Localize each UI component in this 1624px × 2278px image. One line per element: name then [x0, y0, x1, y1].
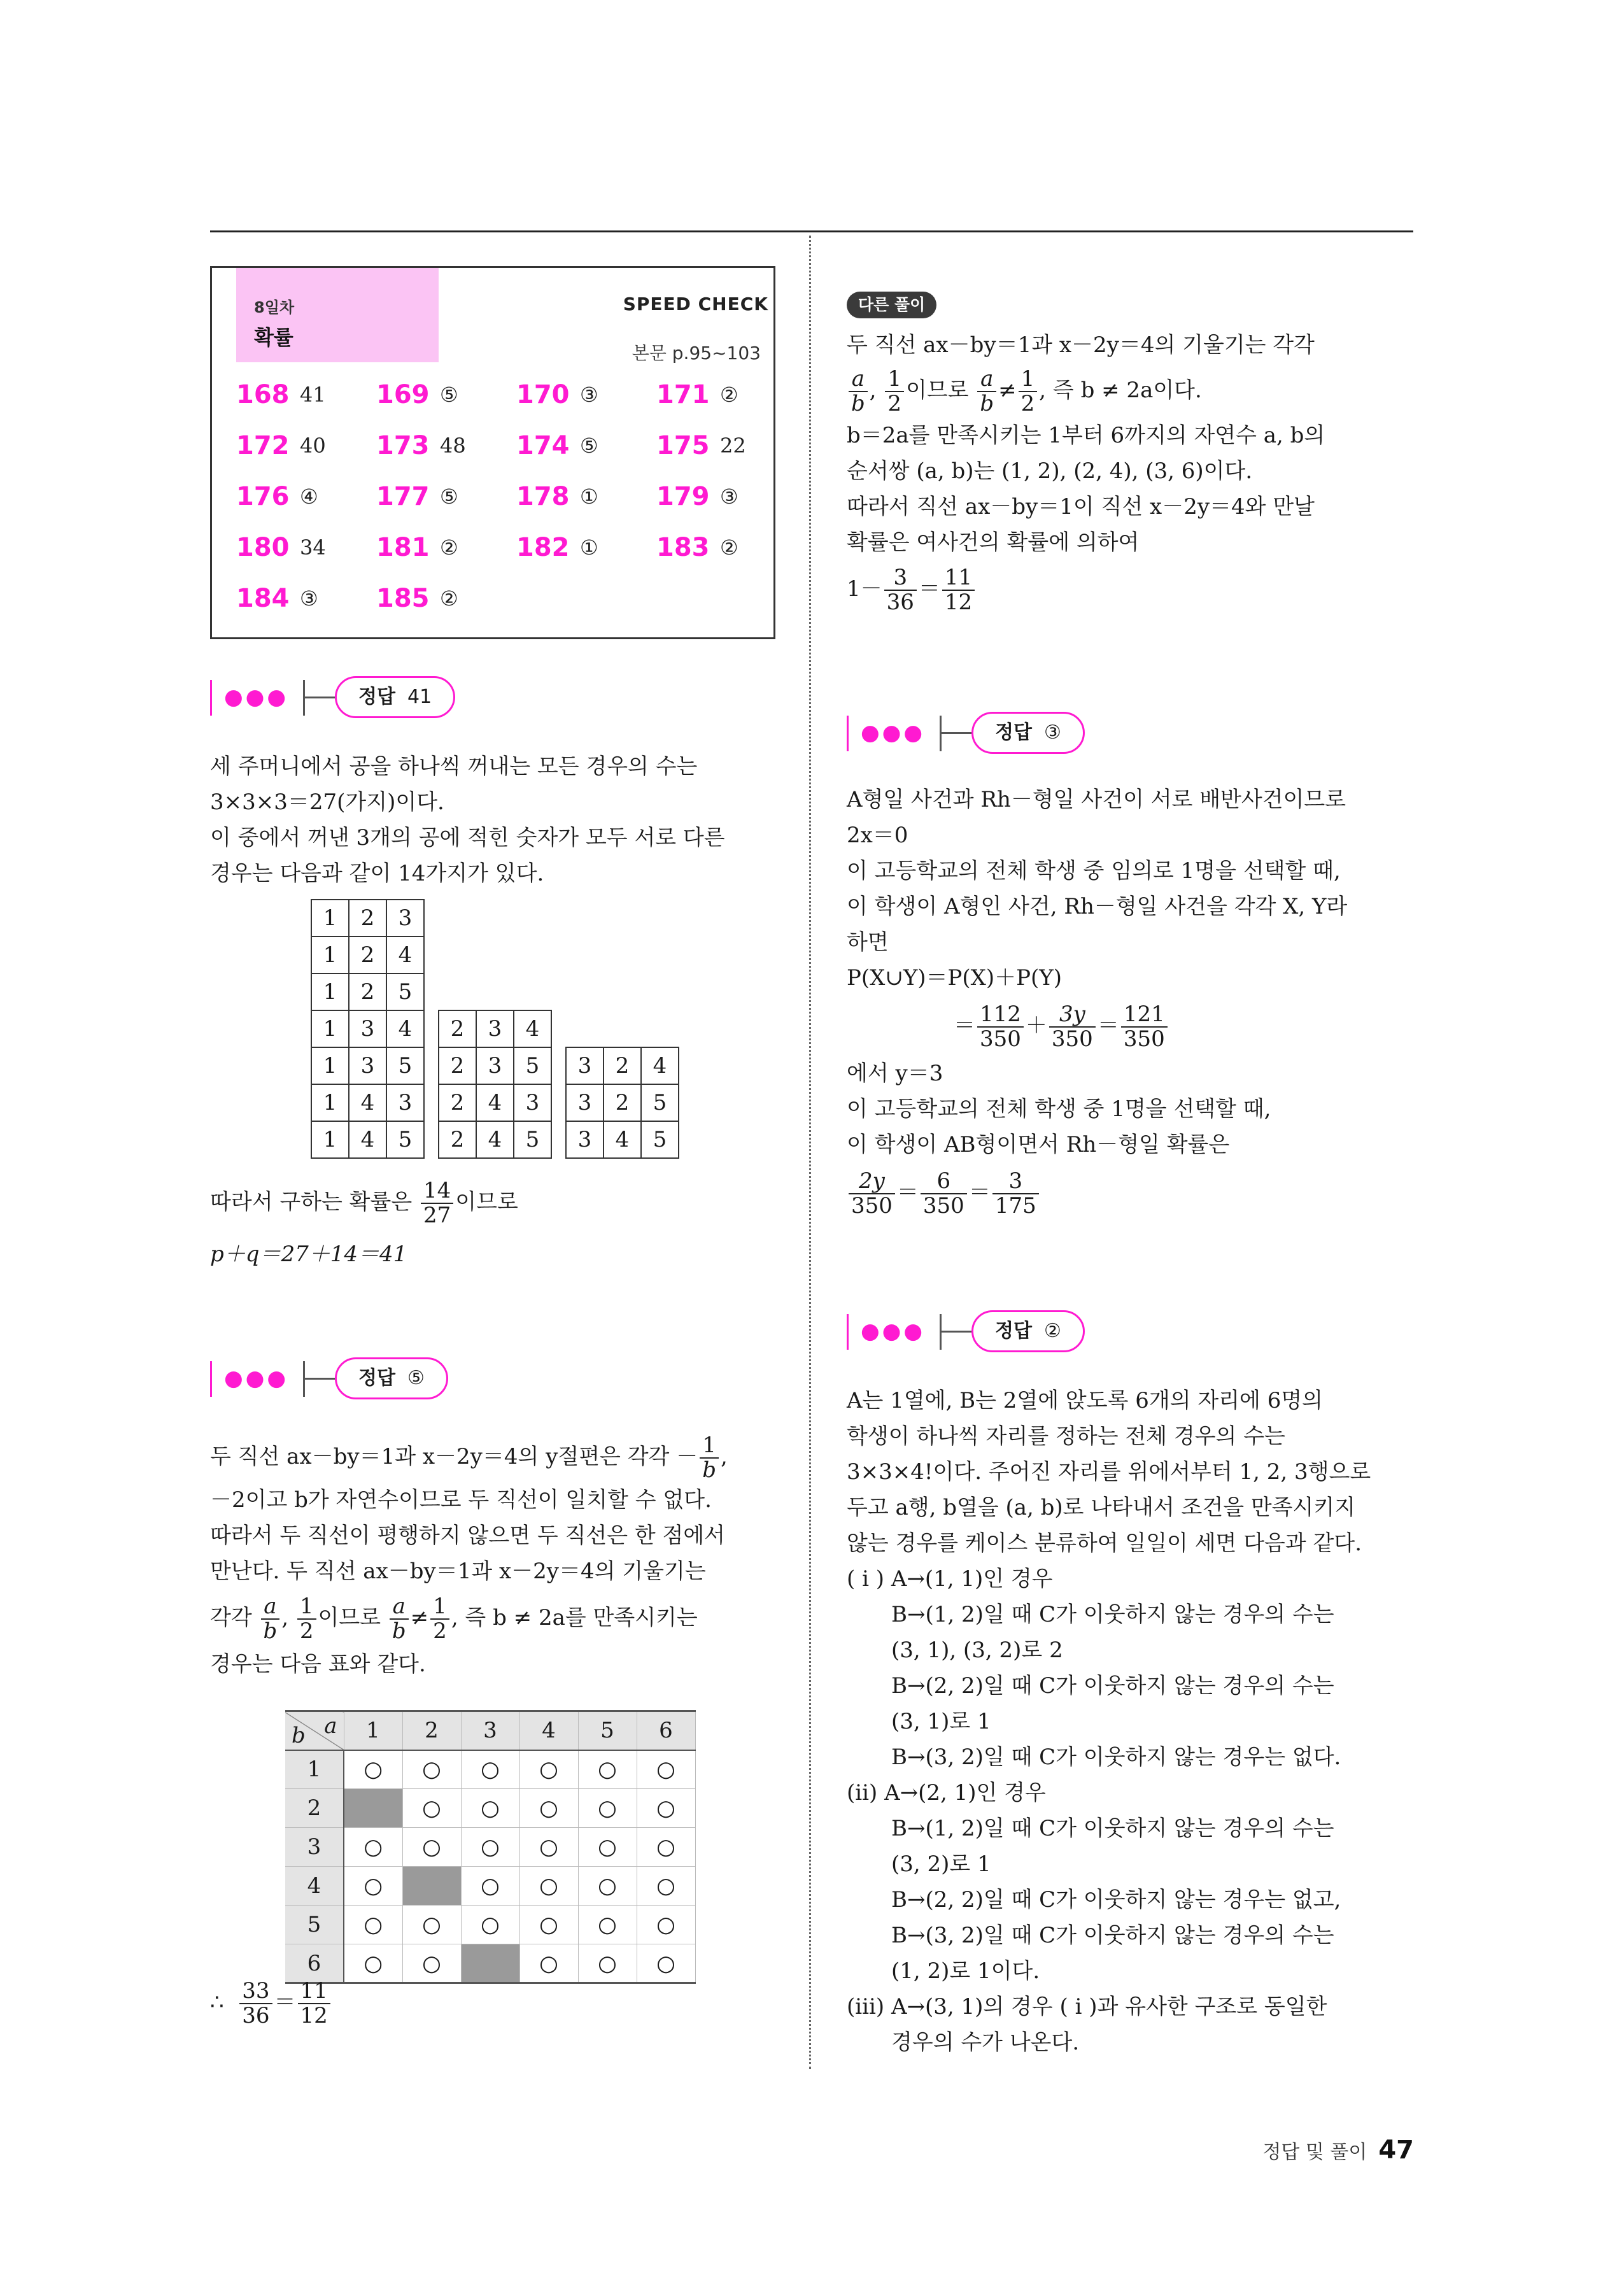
problem-number: 169: [376, 380, 430, 409]
speed-check-box: [210, 266, 775, 639]
problem-number: 168: [236, 380, 290, 409]
table-cell: 2: [439, 1121, 476, 1158]
table-cell: 2: [349, 937, 386, 973]
table-cell: 1: [311, 1121, 349, 1158]
answer-header-171: [847, 1305, 1101, 1356]
problem-number: 174: [516, 431, 570, 460]
shaded-cell: [344, 1789, 402, 1828]
combination-table-1: [311, 899, 425, 1159]
speed-answer-item: [236, 580, 376, 617]
circle-cell: ○: [519, 1867, 578, 1906]
circle-cell: ○: [461, 1789, 519, 1828]
text-line: 세 주머니에서 공을 하나씩 꺼내는 모든 경우의 수는: [210, 754, 698, 779]
table-cell: 4: [604, 1121, 641, 1158]
speed-answer-item: [236, 376, 376, 413]
answer-value: 22: [720, 434, 746, 458]
answer-value: ②: [720, 535, 738, 560]
text-line: 이 중에서 꺼낸 3개의 공에 적힌 숫자가 모두 서로 다른: [210, 825, 725, 851]
text-line: 학생이 하나씩 자리를 정하는 전체 경우의 수는: [847, 1424, 1285, 1449]
circle-cell: ○: [461, 1828, 519, 1867]
table-cell: 2: [604, 1047, 641, 1084]
table-row: [285, 1828, 695, 1867]
table-row: [285, 1789, 695, 1828]
circle-cell: ○: [344, 1867, 402, 1906]
text-line: (3, 1)로 1: [891, 1709, 991, 1734]
answer-pill: 정답 ②: [971, 1310, 1085, 1352]
table-cell: 5: [386, 1121, 424, 1158]
table-row: [311, 900, 424, 937]
circle-cell: ○: [578, 1867, 637, 1906]
table-cell: 2: [439, 1047, 476, 1084]
speed-answer-item: [376, 478, 516, 515]
circle-cell: ○: [578, 1944, 637, 1983]
table-cell: 2: [349, 900, 386, 937]
problem-number: 176: [236, 482, 290, 511]
column-header: 2: [402, 1711, 461, 1750]
answer-grid: [236, 376, 777, 617]
answer-value: 48: [440, 434, 466, 458]
circle-cell: ○: [637, 1828, 695, 1867]
problem-number: 184: [236, 584, 290, 613]
table-cell: 4: [349, 1084, 386, 1121]
page-number: 47: [1378, 2135, 1414, 2165]
table-cell: 5: [386, 973, 424, 1010]
problem-number: 181: [376, 533, 430, 562]
text-line: 경우의 수가 나온다.: [891, 2030, 1080, 2055]
answer-value: ⑤: [440, 383, 458, 407]
text-line: 두고 a행, b열을 (a, b)로 나타내서 조건을 만족시키지: [847, 1495, 1356, 1520]
table-cell: 4: [386, 1010, 424, 1047]
circle-cell: ○: [637, 1906, 695, 1944]
circle-cell: ○: [637, 1867, 695, 1906]
table-row: [566, 1047, 679, 1084]
table-cell: 5: [514, 1121, 551, 1158]
answer-value: ②: [440, 586, 458, 611]
table-row: [439, 1047, 551, 1084]
table-cell: 2: [439, 1084, 476, 1121]
circle-cell: ○: [578, 1789, 637, 1828]
text-line: 3×3×3＝27(가지)이다.: [210, 789, 444, 815]
row-header: 1: [285, 1750, 344, 1789]
dots-icon: ●●●: [861, 1319, 926, 1344]
problem-number: 183: [656, 533, 710, 562]
answer-value: ④: [300, 485, 318, 509]
row-header: 2: [285, 1789, 344, 1828]
circle-cell: ○: [344, 1750, 402, 1789]
result-line: ∴ $\frac{33}{36}$ ＝ $\frac{11}{12}$: [210, 1974, 783, 2031]
problem-number: 177: [376, 482, 430, 511]
circle-cell: ○: [402, 1906, 461, 1944]
table-cell: 2: [439, 1010, 476, 1047]
table-cell: 4: [386, 937, 424, 973]
circle-cell: ○: [519, 1906, 578, 1944]
table-cell: 3: [349, 1047, 386, 1084]
text-line: 각각 $\frac{a}{b}$ , $\frac{1}{2}$ 이므로 $\frac{a}{b}$ ≠ $\frac{1}{2}$ , 즉 b ≠ 2a를 만족시키는: [210, 1594, 698, 1644]
text-line: 만난다. 두 직선 ax－by＝1과 x－2y＝4의 기울기는: [210, 1559, 706, 1584]
circle-cell: ○: [637, 1944, 695, 1983]
text-line: B→(2, 2)일 때 C가 이웃하지 않는 경우의 수는: [891, 1673, 1334, 1699]
probability-line: 따라서 구하는 확률은 $\frac{14}{27}$ 이므로: [210, 1178, 518, 1228]
circle-cell: ○: [344, 1906, 402, 1944]
speed-check-day: 8일차: [254, 299, 295, 316]
problem-number: 179: [656, 482, 710, 511]
column-divider: [809, 236, 811, 2069]
table-cell: 4: [641, 1047, 679, 1084]
page-footer: [1262, 2135, 1414, 2165]
table-cell: 5: [641, 1121, 679, 1158]
speed-answer-item: [516, 376, 656, 413]
table-row: [311, 1121, 424, 1158]
text-line: 두 직선 ax－by＝1과 x－2y＝4의 y절편은 각각 － $\frac{1}{b}$ ,: [210, 1433, 728, 1483]
text-line: (3, 2)로 1: [891, 1851, 991, 1877]
footer-label: 정답 및 풀이: [1262, 2141, 1367, 2163]
problem-number: 175: [656, 431, 710, 460]
circle-cell: ○: [519, 1789, 578, 1828]
solution-169: [210, 1431, 783, 1682]
table-cell: 3: [476, 1047, 514, 1084]
circle-cell: ○: [578, 1750, 637, 1789]
table-row: [311, 1047, 424, 1084]
table-cell: 5: [386, 1047, 424, 1084]
answer-value: ③: [580, 383, 598, 407]
circle-cell: ○: [402, 1944, 461, 1983]
text-line: B→(1, 2)일 때 C가 이웃하지 않는 경우의 수는: [891, 1602, 1334, 1627]
shaded-cell: [402, 1867, 461, 1906]
answer-value: ③: [300, 586, 318, 611]
row-header: 6: [285, 1944, 344, 1983]
text-line: 두 직선 ax－by＝1과 x－2y＝4의 기울기는 각각: [847, 332, 1315, 358]
table-cell: 1: [311, 937, 349, 973]
text-line: B→(3, 2)일 때 C가 이웃하지 않는 경우의 수는: [891, 1923, 1334, 1948]
table-cell: 1: [311, 900, 349, 937]
table-row: [566, 1121, 679, 1158]
solution-169-result: [210, 1974, 783, 2031]
table-cell: 1: [311, 1047, 349, 1084]
text-line: b＝2a를 만족시키는 1부터 6까지의 자연수 a, b의: [847, 423, 1325, 448]
answer-pill: 정답 ⑤: [335, 1357, 448, 1399]
answer-header-168: [210, 671, 465, 722]
speed-check-pages: 본문 p.95~103: [632, 343, 761, 364]
text-line: －2이고 b가 자연수이므로 두 직선이 일치할 수 없다.: [210, 1487, 712, 1513]
speed-answer-item: [376, 580, 516, 617]
text-line: 않는 경우를 케이스 분류하여 일일이 세면 다음과 같다.: [847, 1531, 1362, 1556]
speed-check-title: SPEED CHECK: [623, 294, 768, 315]
combination-table-3: [565, 1047, 679, 1159]
answer-value: ①: [580, 535, 598, 560]
text-line: (1, 2)로 1이다.: [891, 1958, 1040, 1984]
row-header: 5: [285, 1906, 344, 1944]
solution-168: [210, 749, 783, 891]
answer-value: ②: [720, 383, 738, 407]
table-cell: 4: [476, 1121, 514, 1158]
table-cell: 3: [386, 900, 424, 937]
case-heading: (iii) A→(3, 1)의 경우 ( i )과 유사한 구조로 동일한: [847, 1994, 1327, 2020]
circle-cell: ○: [402, 1750, 461, 1789]
speed-answer-item: [656, 478, 777, 515]
solution-171: [847, 1383, 1420, 2060]
table-row: [439, 1010, 551, 1047]
table-cell: 3: [566, 1047, 604, 1084]
text-line: A는 1열에, B는 2열에 앉도록 6개의 자리에 6명의: [847, 1388, 1324, 1413]
table-cell: 5: [514, 1047, 551, 1084]
text-line: B→(3, 2)일 때 C가 이웃하지 않는 경우는 없다.: [891, 1744, 1341, 1770]
circle-cell: ○: [519, 1828, 578, 1867]
text-line: $\frac{a}{b}$ , $\frac{1}{2}$ 이므로 $\frac{a}{b}$ ≠ $\frac{1}{2}$ , 즉 b ≠ 2a이다.: [847, 363, 1420, 418]
row-header: 4: [285, 1867, 344, 1906]
table-row: [311, 1084, 424, 1121]
problem-number: 173: [376, 431, 430, 460]
speed-answer-item: [236, 478, 376, 515]
table-cell: 4: [349, 1121, 386, 1158]
answer-pill: 정답 41: [335, 676, 455, 718]
table-cell: 3: [566, 1084, 604, 1121]
column-header: 3: [461, 1711, 519, 1750]
answer-value: 41: [300, 383, 326, 407]
speed-answer-item: [656, 529, 777, 566]
text-line: 따라서 직선 ax－by＝1이 직선 x－2y＝4와 만날: [847, 494, 1315, 520]
final-answer-168: p＋q＝27＋14＝41: [210, 1242, 407, 1267]
text-line: 3×3×4!이다. 주어진 자리를 위에서부터 1, 2, 3행으로: [847, 1459, 1371, 1485]
circle-cell: ○: [402, 1828, 461, 1867]
text-line: 이 학생이 A형인 사건, Rh－형일 사건을 각각 X, Y라: [847, 894, 1348, 919]
text-line: 이 고등학교의 전체 학생 중 1명을 선택할 때,: [847, 1096, 1271, 1122]
circle-cell: ○: [344, 1944, 402, 1983]
answer-header-169: [210, 1352, 465, 1403]
text-line: A형일 사건과 Rh－형일 사건이 서로 배반사건이므로: [847, 787, 1346, 812]
circle-cell: ○: [402, 1789, 461, 1828]
table-cell: 3: [349, 1010, 386, 1047]
speed-answer-item: [236, 529, 376, 566]
table-cell: 2: [604, 1084, 641, 1121]
table-cell: 1: [311, 973, 349, 1010]
ab-table: [285, 1710, 696, 1984]
speed-answer-item: [376, 529, 516, 566]
text-line: 하면: [847, 930, 889, 955]
text-line: B→(1, 2)일 때 C가 이웃하지 않는 경우의 수는: [891, 1816, 1334, 1841]
column-header: 6: [637, 1711, 695, 1750]
table-cell: 2: [349, 973, 386, 1010]
case-heading: (ii) A→(2, 1)인 경우: [847, 1780, 1046, 1806]
table-cell: 4: [514, 1010, 551, 1047]
equation-line: ＝ $\frac{112}{350}$ ＋ $\frac{3y}{350}$ ＝ $\frac{121}{350}$: [847, 996, 1420, 1056]
text-line: P(X∪Y)＝P(X)＋P(Y): [847, 965, 1063, 991]
speed-answer-item: [376, 376, 516, 413]
problem-number: 180: [236, 533, 290, 562]
speed-check-topic: 확률: [254, 325, 293, 350]
speed-answer-item: [656, 427, 777, 464]
table-cell: 5: [641, 1084, 679, 1121]
result-line: 1－ $\frac{3}{36}$ ＝ $\frac{11}{12}$: [847, 560, 1420, 618]
table-row: [285, 1750, 695, 1789]
alt-solution-169: [847, 327, 1420, 618]
table-cell: 3: [476, 1010, 514, 1047]
dots-icon: ●●●: [224, 1366, 289, 1391]
answer-value: ①: [580, 485, 598, 509]
table-row: [311, 937, 424, 973]
circle-cell: ○: [519, 1750, 578, 1789]
table-cell: 3: [566, 1121, 604, 1158]
circle-cell: ○: [461, 1867, 519, 1906]
table-row: [311, 973, 424, 1010]
table-row: [311, 1010, 424, 1047]
speed-answer-item: [516, 529, 656, 566]
table-row: [285, 1867, 695, 1906]
case-heading: ( i ) A→(1, 1)인 경우: [847, 1566, 1053, 1592]
problem-number: 172: [236, 431, 290, 460]
text-line: 이 고등학교의 전체 학생 중 임의로 1명을 선택할 때,: [847, 858, 1341, 884]
answer-pill: 정답 ③: [971, 712, 1085, 754]
circle-cell: ○: [578, 1906, 637, 1944]
circle-cell: ○: [461, 1750, 519, 1789]
answer-value: ③: [720, 485, 738, 509]
top-rule: [210, 230, 1413, 232]
table-row: [439, 1084, 551, 1121]
speed-answer-item: [516, 478, 656, 515]
answer-value: 34: [300, 535, 326, 560]
table-row: [285, 1906, 695, 1944]
table-cell: 1: [311, 1010, 349, 1047]
text-line: 에서 y＝3: [847, 1061, 943, 1086]
circle-cell: ○: [637, 1789, 695, 1828]
circle-cell: ○: [637, 1750, 695, 1789]
answer-header-170: [847, 707, 1101, 758]
column-header: 1: [344, 1711, 402, 1750]
answer-value: ⑤: [580, 434, 598, 458]
speed-answer-item: [236, 427, 376, 464]
row-header: 3: [285, 1828, 344, 1867]
text-line: 확률은 여사건의 확률에 의하여: [847, 530, 1140, 555]
table-corner: a b: [285, 1711, 344, 1750]
dots-icon: ●●●: [861, 720, 926, 746]
alt-solution-badge: 다른 풀이: [847, 292, 936, 318]
problem-number: 170: [516, 380, 570, 409]
combination-table-2: [438, 1010, 552, 1159]
text-line: 순서쌍 (a, b)는 (1, 2), (2, 4), (3, 6)이다.: [847, 458, 1253, 484]
circle-cell: ○: [461, 1906, 519, 1944]
problem-number: 171: [656, 380, 710, 409]
text-line: 2x＝0: [847, 823, 908, 848]
circle-cell: ○: [519, 1944, 578, 1983]
text-line: B→(2, 2)일 때 C가 이웃하지 않는 경우는 없고,: [891, 1887, 1341, 1913]
text-line: 경우는 다음 표와 같다.: [210, 1652, 426, 1677]
table-cell: 3: [386, 1084, 424, 1121]
table-row: [439, 1121, 551, 1158]
problem-number: 182: [516, 533, 570, 562]
result-line: $\frac{2y}{350}$ ＝ $\frac{6}{350}$ ＝ $\frac{3}{175}$: [847, 1163, 1420, 1222]
table-cell: 3: [514, 1084, 551, 1121]
circle-cell: ○: [344, 1828, 402, 1867]
text-line: 이 학생이 AB형이면서 Rh－형일 확률은: [847, 1132, 1230, 1157]
text-line: 경우는 다음과 같이 14가지가 있다.: [210, 861, 544, 886]
answer-value: 40: [300, 434, 326, 458]
speed-answer-item: [656, 376, 777, 413]
text-line: 따라서 두 직선이 평행하지 않으면 두 직선은 한 점에서: [210, 1523, 726, 1548]
speed-answer-item: [516, 427, 656, 464]
solution-170: [847, 782, 1420, 1222]
speed-answer-item: [376, 427, 516, 464]
column-header: 4: [519, 1711, 578, 1750]
column-header: 5: [578, 1711, 637, 1750]
table-cell: 4: [476, 1084, 514, 1121]
answer-value: ⑤: [440, 485, 458, 509]
table-row: [566, 1084, 679, 1121]
table-cell: 1: [311, 1084, 349, 1121]
dots-icon: ●●●: [224, 684, 289, 710]
problem-number: 185: [376, 584, 430, 613]
text-line: (3, 1), (3, 2)로 2: [891, 1638, 1063, 1663]
solution-168-result: [210, 1177, 783, 1272]
circle-cell: ○: [578, 1828, 637, 1867]
problem-number: 178: [516, 482, 570, 511]
answer-value: ②: [440, 535, 458, 560]
